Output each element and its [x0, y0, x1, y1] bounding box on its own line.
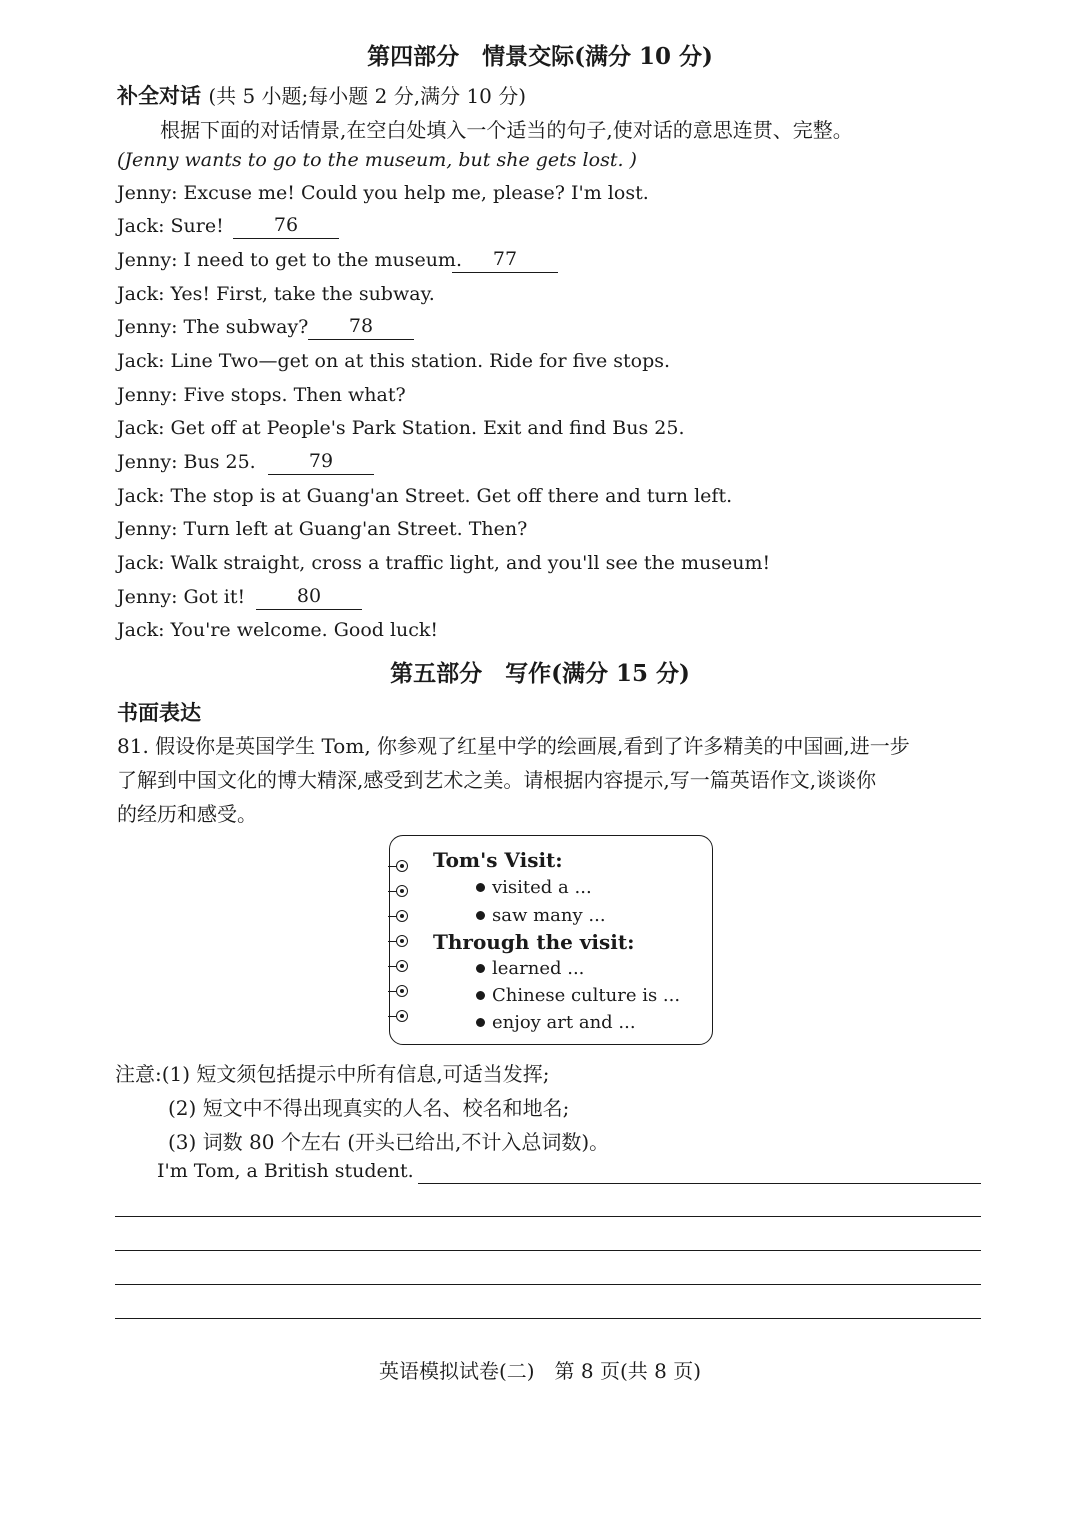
dialogue-line: Jack: The stop is at Guang'an Street. Get off there and turn left. — [117, 485, 733, 507]
outline-item — [476, 985, 680, 1006]
dialogue-line: Jack: Sure! — [117, 215, 224, 237]
part4-instruction: 根据下面的对话情景,在空白处填入一个适当的句子,使对话的意思连贯、完整。 — [160, 118, 853, 142]
ring-icon — [396, 1010, 408, 1022]
outline-item — [476, 958, 584, 979]
dialogue-line: Jenny: Got it! — [117, 586, 246, 608]
dialogue-line: Jack: Yes! First, take the subway. — [117, 283, 435, 305]
dialogue-line: Jack: Line Two—get on at this station. Ride for five stops. — [117, 350, 671, 372]
dialogue-line: Jenny: The subway? — [117, 316, 309, 338]
outline-item — [476, 905, 606, 926]
outline-heading-visit: Tom's Visit: — [433, 848, 563, 872]
prompt-line: 81. 假设你是英国学生 Tom, 你参观了红星中学的绘画展,看到了许多精美的中国画,进一步 — [117, 734, 910, 758]
part4-subtitle-note: (共 5 小题;每小题 2 分,满分 10 分) — [208, 84, 527, 108]
ring-icon — [396, 860, 408, 872]
answer-blank-80[interactable] — [256, 585, 362, 610]
ring-icon — [396, 935, 408, 947]
outline-item-text: saw many ... — [492, 905, 606, 926]
answer-blank-79[interactable] — [268, 450, 374, 475]
note-line: 注意:(1) 短文须包括提示中所有信息,可适当发挥; — [115, 1062, 550, 1086]
outline-item-text: enjoy art and ... — [492, 1012, 636, 1033]
part5-title: 第五部分 写作(满分 15 分) — [390, 660, 690, 687]
dialogue-line: Jenny: Bus 25. — [117, 451, 256, 473]
outline-item-text: Chinese culture is ... — [492, 985, 681, 1006]
outline-item — [476, 1012, 636, 1033]
writing-line[interactable] — [115, 1216, 981, 1217]
writing-line[interactable] — [115, 1284, 981, 1285]
writing-line[interactable] — [115, 1250, 981, 1251]
situation-text: (Jenny wants to go to the museum, but she gets lost. ) — [117, 149, 637, 171]
part5-subtitle: 书面表达 — [117, 700, 201, 725]
dialogue-line: Jenny: Turn left at Guang'an Street. Then? — [117, 518, 528, 540]
essay-opening: I'm Tom, a British student. — [157, 1160, 414, 1182]
bullet-icon — [476, 964, 485, 973]
page-footer: 英语模拟试卷(二) 第 8 页(共 8 页) — [378, 1359, 702, 1383]
blank-number: 80 — [296, 585, 322, 607]
answer-blank-78[interactable] — [308, 315, 414, 340]
dialogue-line: Jenny: Five stops. Then what? — [117, 384, 406, 406]
blank-number: 79 — [308, 450, 334, 472]
part4-subtitle-label: 补全对话 — [117, 83, 201, 108]
bullet-icon — [476, 883, 485, 892]
prompt-line: 的经历和感受。 — [117, 802, 257, 826]
outline-item-text: learned ... — [492, 958, 585, 979]
ring-icon — [396, 910, 408, 922]
outline-item-text: visited a ... — [492, 877, 592, 898]
prompt-line: 了解到中国文化的博大精深,感受到艺术之美。请根据内容提示,写一篇英语作文,谈谈你 — [117, 768, 877, 792]
dialogue-line: Jack: Walk straight, cross a traffic light, and you'll see the museum! — [117, 552, 771, 574]
answer-blank-77[interactable] — [452, 248, 558, 273]
note-line: (3) 词数 80 个左右 (开头已给出,不计入总词数)。 — [168, 1130, 610, 1154]
answer-blank-76[interactable] — [233, 214, 339, 239]
dialogue-line: Jenny: Excuse me! Could you help me, please? I'm lost. — [117, 182, 649, 204]
blank-number: 78 — [348, 315, 374, 337]
blank-number: 77 — [492, 248, 518, 270]
ring-icon — [396, 960, 408, 972]
outline-item — [476, 877, 592, 898]
part4-title: 第四部分 情景交际(满分 10 分) — [367, 43, 713, 70]
ring-icon — [396, 985, 408, 997]
writing-line[interactable] — [115, 1318, 981, 1319]
bullet-icon — [476, 911, 485, 920]
outline-heading-through: Through the visit: — [433, 930, 635, 954]
dialogue-line: Jenny: I need to get to the museum. — [117, 249, 462, 271]
dialogue-line: Jack: Get off at People's Park Station. Exit and find Bus 25. — [117, 417, 685, 439]
blank-number: 76 — [273, 214, 299, 236]
bullet-icon — [476, 1018, 485, 1027]
dialogue-line: Jack: You're welcome. Good luck! — [117, 619, 439, 641]
note-line: (2) 短文中不得出现真实的人名、校名和地名; — [168, 1096, 570, 1120]
ring-icon — [396, 885, 408, 897]
part4-subtitle — [117, 80, 526, 110]
bullet-icon — [476, 991, 485, 1000]
writing-line[interactable] — [418, 1183, 981, 1184]
